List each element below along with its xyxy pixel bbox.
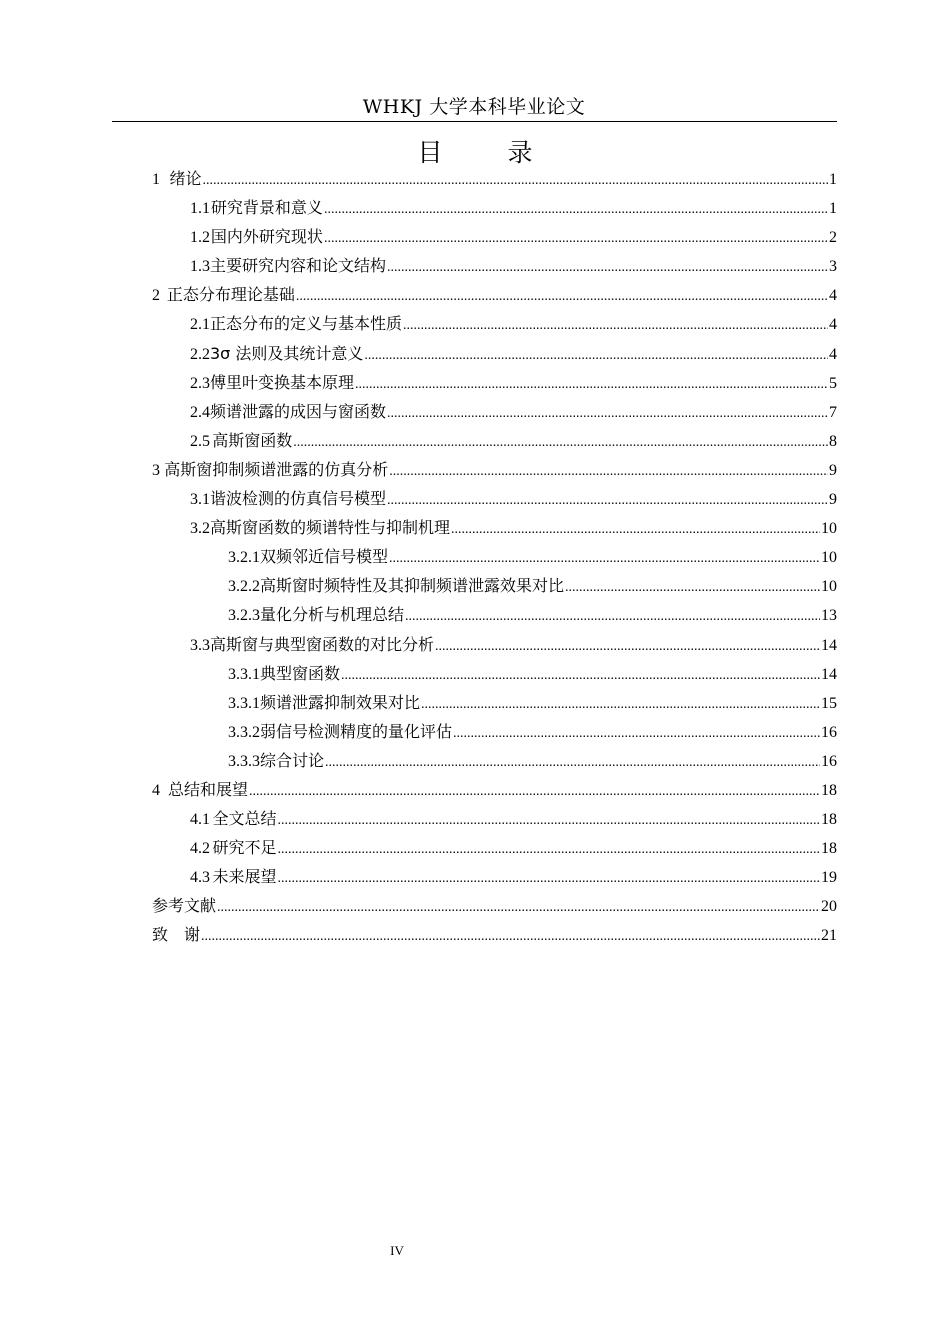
toc-entry-page: 21 <box>821 927 837 945</box>
toc-entry-title: 3σ 法则及其统计意义 <box>210 343 364 363</box>
toc-dot-leader <box>389 544 820 573</box>
toc-entry-title: 典型窗函数 <box>260 663 341 683</box>
toc-entry[interactable] <box>152 280 837 309</box>
toc-dot-leader <box>278 835 820 864</box>
toc-entry-number: 3.2 <box>190 520 210 538</box>
toc-entry-title: 研究背景和意义 <box>210 198 323 218</box>
toc-entry-title: 量化分析与机理总结 <box>260 605 405 625</box>
toc-entry[interactable] <box>152 775 837 804</box>
toc-entry-title: 参考文献 <box>152 896 217 916</box>
toc-dot-leader <box>387 486 828 515</box>
header-rule <box>112 121 837 122</box>
toc-dot-leader <box>453 719 820 748</box>
toc-entry-page: 20 <box>821 898 837 916</box>
toc-entry-number: 4.2 <box>190 840 210 858</box>
toc-dot-leader <box>405 602 820 631</box>
toc-dot-leader <box>324 224 828 253</box>
toc-entry-title: 主要研究内容和论文结构 <box>210 256 387 276</box>
toc-entry-number: 3.3.2 <box>228 723 260 741</box>
toc-entry-number: 3.3.1 <box>228 665 260 683</box>
toc-entry[interactable] <box>152 920 837 949</box>
toc-entry[interactable] <box>152 164 837 193</box>
toc-entry-number: 2.1 <box>190 316 210 334</box>
toc-entry-number: 2 <box>152 287 160 305</box>
toc-dot-leader <box>435 632 820 661</box>
toc-dot-leader <box>565 573 820 602</box>
toc-entry-title: 频谱泄露抑制效果对比 <box>260 692 421 712</box>
toc-entry-page: 15 <box>821 694 837 712</box>
toc-entry-title: 高斯窗时频特性及其抑制频谱泄露效果对比 <box>260 576 565 596</box>
toc-entry-page: 2 <box>829 229 837 247</box>
toc-dot-leader <box>324 195 828 224</box>
toc-entry[interactable] <box>152 746 837 775</box>
toc-entry-page: 16 <box>821 723 837 741</box>
toc-entry-title: 高斯窗抑制频谱泄露的仿真分析 <box>164 459 389 479</box>
toc-entry-number: 1 <box>152 171 160 188</box>
toc-entry[interactable] <box>152 600 837 629</box>
toc-entry-number: 3 <box>152 461 160 479</box>
toc-entry-number: 1.2 <box>190 229 210 247</box>
toc-entry-number: 3.3.1 <box>228 694 260 712</box>
toc-entry-title: 高斯窗与典型窗函数的对比分析 <box>210 634 435 654</box>
toc-title: 目 录 <box>417 138 553 167</box>
toc-dot-leader <box>387 253 828 282</box>
toc-entry-page: 9 <box>829 461 837 479</box>
toc-entry-title: 全文总结 <box>212 809 277 829</box>
toc-entry-number: 3.2.2 <box>228 578 260 596</box>
toc-entry-title: 傅里叶变换基本原理 <box>210 372 355 392</box>
toc-entry-number: 3.3 <box>190 636 210 654</box>
toc-entry-title: 致 谢 <box>152 925 201 945</box>
toc-dot-leader <box>203 166 828 195</box>
toc-entry-page: 4 <box>829 316 837 334</box>
toc-entry-number: 3.1 <box>190 491 210 509</box>
toc-entry-title: 综合讨论 <box>260 750 325 770</box>
toc-entry-page: 18 <box>821 840 837 858</box>
toc-entry[interactable] <box>152 455 837 484</box>
toc-entry[interactable] <box>152 862 837 891</box>
toc-entry-page: 3 <box>829 258 837 276</box>
toc-entry-title: 谐波检测的仿真信号模型 <box>210 489 387 509</box>
toc-dot-leader <box>249 777 820 806</box>
toc-dot-leader <box>293 428 828 457</box>
toc-entry-number: 4 <box>152 781 160 799</box>
toc-dot-leader <box>421 690 820 719</box>
toc-entry-number: 2.3 <box>190 374 210 392</box>
toc-dot-leader <box>389 457 828 486</box>
toc-entry-number: 1.3 <box>190 258 210 276</box>
toc-entry[interactable] <box>152 193 837 222</box>
toc-dot-leader <box>278 806 820 835</box>
toc-entry[interactable] <box>152 804 837 833</box>
toc-entry[interactable] <box>152 251 837 280</box>
toc-entry[interactable] <box>152 222 837 251</box>
toc-entry[interactable] <box>152 833 837 862</box>
toc-entry-title: 弱信号检测精度的量化评估 <box>260 721 453 741</box>
toc-entry-page: 10 <box>821 520 837 538</box>
toc-entry-title: 研究不足 <box>212 838 277 858</box>
toc-dot-leader <box>403 311 828 340</box>
toc-entry-page: 8 <box>829 432 837 450</box>
toc-entry-page: 10 <box>821 549 837 567</box>
toc-entry-title: 高斯窗函数 <box>212 430 293 450</box>
toc-entry-page: 5 <box>829 374 837 392</box>
toc-dot-leader <box>364 341 828 370</box>
toc-entry[interactable] <box>152 571 837 600</box>
toc-entry-number: 3.2.1 <box>228 549 260 567</box>
toc-entry[interactable] <box>152 630 837 659</box>
toc-entry[interactable] <box>152 339 837 368</box>
toc-entry-page: 9 <box>829 491 837 509</box>
toc-entry-page: 13 <box>821 607 837 625</box>
toc-dot-leader <box>325 748 820 777</box>
page-header: WHKJ 大学本科毕业论文 <box>362 96 586 118</box>
toc-entry-number: 3.3.3 <box>228 752 260 770</box>
toc-entry[interactable] <box>152 309 837 338</box>
toc-entry-number: 2.4 <box>190 403 210 421</box>
toc-entry[interactable] <box>152 484 837 513</box>
toc-entry-page: 14 <box>821 636 837 654</box>
toc-entry-number: 4.1 <box>190 811 210 829</box>
toc-entry-number: 2.2 <box>190 345 210 363</box>
toc-dot-leader <box>296 282 828 311</box>
table-of-contents <box>152 164 837 950</box>
toc-entry[interactable] <box>152 717 837 746</box>
toc-entry[interactable] <box>152 513 837 542</box>
toc-entry-title: 未来展望 <box>212 867 277 887</box>
toc-entry-page: 18 <box>821 811 837 829</box>
toc-entry-page: 18 <box>821 781 837 799</box>
toc-entry-title: 总结和展望 <box>167 779 248 799</box>
toc-dot-leader <box>355 370 828 399</box>
toc-entry[interactable] <box>152 542 837 571</box>
toc-entry-number: 2.5 <box>190 432 210 450</box>
toc-entry-page: 1 <box>829 171 837 188</box>
page-number: IV <box>390 1243 404 1258</box>
toc-entry-title: 国内外研究现状 <box>210 227 323 247</box>
toc-entry[interactable] <box>152 688 837 717</box>
toc-entry-title: 绪论 <box>169 169 202 188</box>
toc-entry-page: 19 <box>821 869 837 887</box>
toc-entry-page: 14 <box>821 665 837 683</box>
toc-entry-number: 3.2.3 <box>228 607 260 625</box>
toc-entry[interactable] <box>152 659 837 688</box>
toc-entry-number: 4.3 <box>190 869 210 887</box>
toc-entry[interactable] <box>152 397 837 426</box>
toc-entry[interactable] <box>152 368 837 397</box>
toc-dot-leader <box>217 893 820 922</box>
toc-entry-title: 双频邻近信号模型 <box>260 547 389 567</box>
toc-entry[interactable] <box>152 891 837 920</box>
toc-entry-page: 4 <box>829 345 837 363</box>
toc-entry-page: 4 <box>829 287 837 305</box>
toc-dot-leader <box>451 515 820 544</box>
toc-entry-page: 10 <box>821 578 837 596</box>
toc-entry-page: 7 <box>829 403 837 421</box>
toc-entry[interactable] <box>152 426 837 455</box>
toc-entry-title: 正态分布的定义与基本性质 <box>210 314 403 334</box>
toc-dot-leader <box>278 864 820 893</box>
toc-entry-page: 1 <box>829 200 837 218</box>
toc-entry-page: 16 <box>821 752 837 770</box>
toc-entry-title: 正态分布理论基础 <box>166 285 295 305</box>
toc-dot-leader <box>387 399 828 428</box>
toc-entry-number: 1.1 <box>190 200 210 218</box>
toc-entry-title: 频谱泄露的成因与窗函数 <box>210 401 387 421</box>
toc-dot-leader <box>201 922 820 951</box>
toc-entry-title: 高斯窗函数的频谱特性与抑制机理 <box>210 518 451 538</box>
toc-dot-leader <box>341 661 820 690</box>
